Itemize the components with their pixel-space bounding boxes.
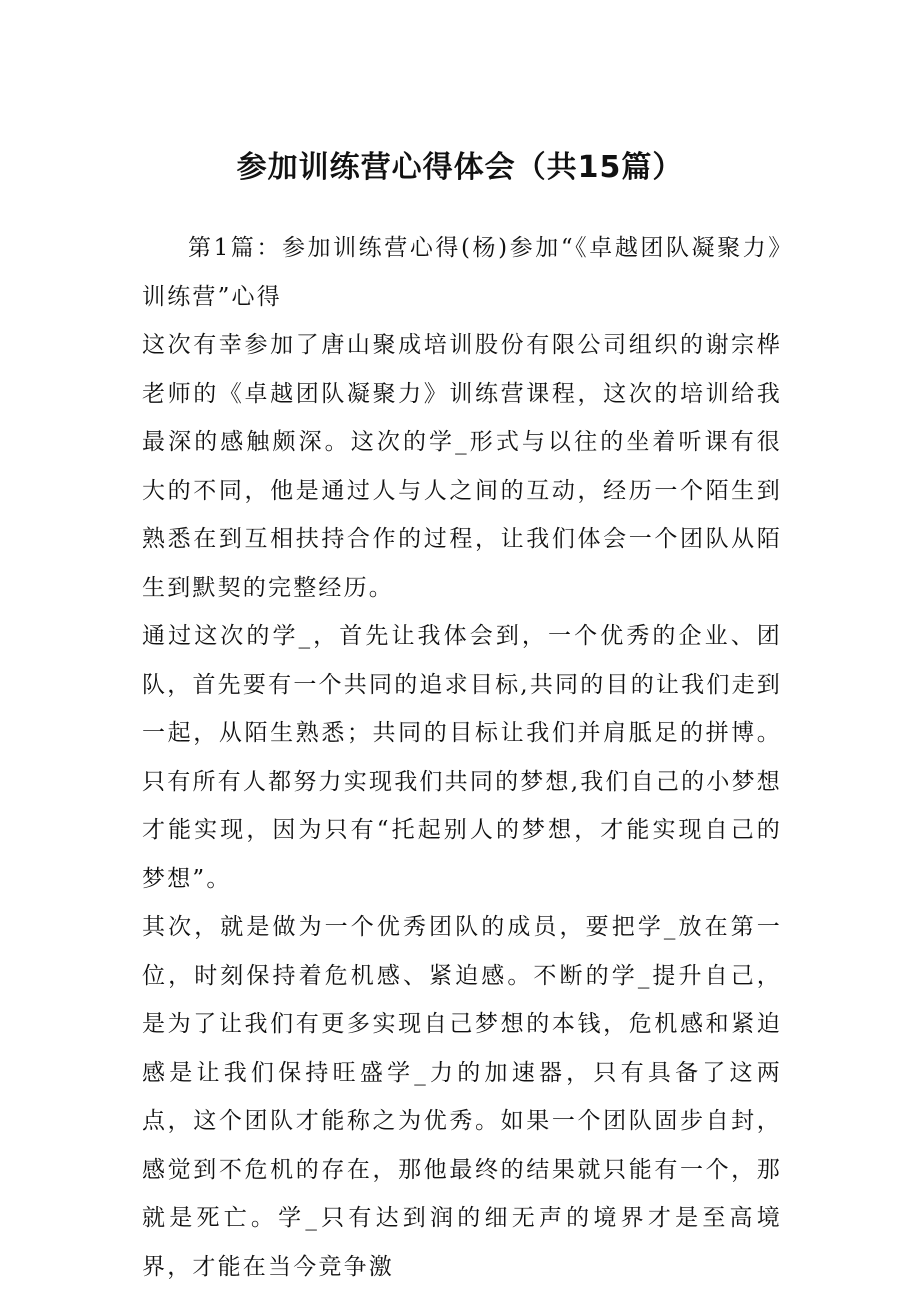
paragraph: 这次有幸参加了唐山聚成培训股份有限公司组织的谢宗桦老师的《卓越团队凝聚力》训练营课程，这次的培训给我最深的感触颇深。这次的学_形式与以往的坐着听课有很大的不同，他是通过人与人之间的互动，经历一个陌生到熟悉在到互相扶持合作的过程，让我们体会一个团队从陌生到默契的完整经历。 [142, 332, 782, 601]
document-body [142, 224, 782, 1291]
paragraph: 通过这次的学_，首先让我体会到，一个优秀的企业、团队，首先要有一个共同的追求目标,共同的目的让我们走到一起，从陌生熟悉；共同的目标让我们并肩胝足的拼博。只有所有人都努力实现我们共同的梦想,我们自己的小梦想才能实现，因为只有“托起别人的梦想，才能实现自己的梦想”。 [142, 623, 782, 892]
paragraph: 其次，就是做为一个优秀团队的成员，要把学_放在第一位，时刻保持着危机感、紧迫感。不断的学_提升自己，是为了让我们有更多实现自己梦想的本钱，危机感和紧迫感是让我们保持旺盛学_力的加速器，只有具备了这两点，这个团队才能称之为优秀。如果一个团队固步自封，感觉到不危机的存在，那他最终的结果就只能有一个，那就是死亡。学_只有达到润的细无声的境界才是至高境界，才能在当今竞争激 [142, 914, 782, 1280]
paragraph-heading: 第1篇：参加训练营心得(杨)参加“《卓越团队凝聚力》训练营”心得 [142, 235, 782, 310]
document-title: 参加训练营心得体会（共15篇） [236, 150, 684, 185]
